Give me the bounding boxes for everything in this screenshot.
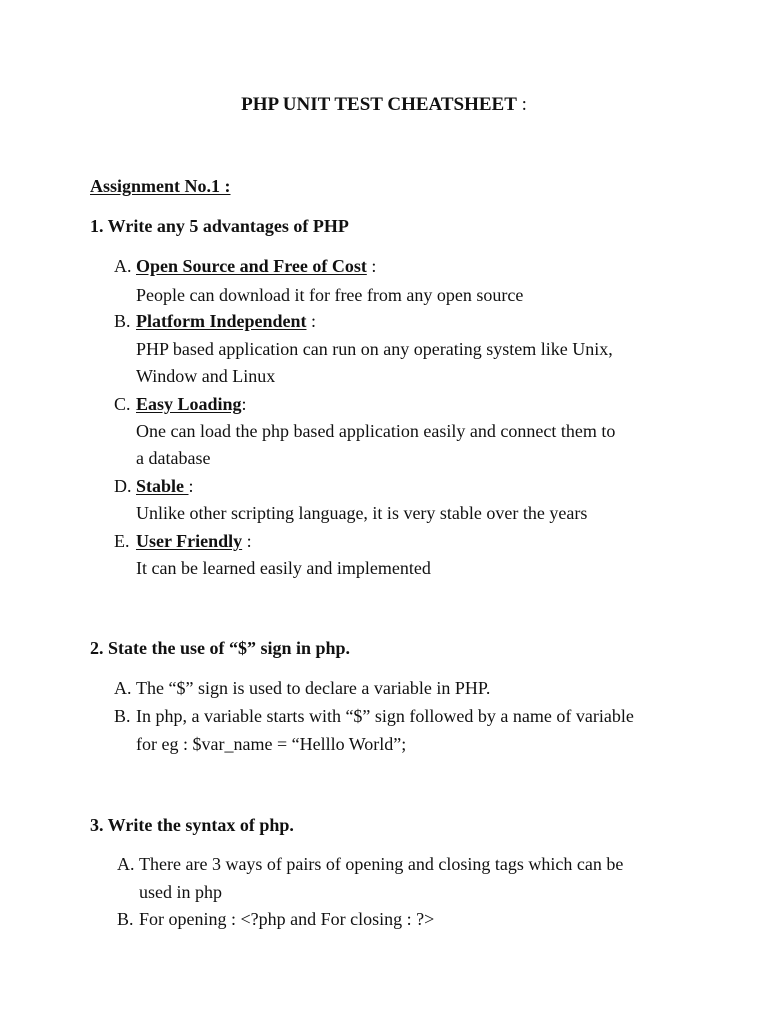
q3-item-a-text-1: There are 3 ways of pairs of opening and closing tags which can be xyxy=(139,854,624,874)
q1-item-b xyxy=(114,311,316,332)
q2-item-b-text-2: for eg : $var_name = “Helllo World”; xyxy=(136,734,407,754)
q2-item-b-letter: B. xyxy=(114,706,131,726)
q1-item-d-desc: Unlike other scripting language, it is very stable over the years xyxy=(136,503,588,523)
q1-item-c-letter: C. xyxy=(114,394,131,414)
q2-item-b-text-1: In php, a variable starts with “$” sign followed by a name of variable xyxy=(136,706,634,726)
assignment-heading: Assignment No.1 : xyxy=(90,176,231,196)
q1-item-e-label: User Friendly xyxy=(136,531,243,551)
q1-item-d xyxy=(114,476,194,497)
q1-item-a-letter: A. xyxy=(114,256,132,276)
q1-item-e-desc: It can be learned easily and implemented xyxy=(136,558,431,578)
q1-item-a xyxy=(114,256,376,277)
q3-item-a-letter: A. xyxy=(117,854,135,874)
q1-item-e-sep: : xyxy=(242,531,252,551)
q3-item-a xyxy=(117,854,623,875)
q2-item-b xyxy=(114,706,634,727)
q1-item-a-desc: People can download it for free from any open source xyxy=(136,285,524,305)
q1-item-b-sep: : xyxy=(306,311,317,331)
q1-item-d-sep: : xyxy=(188,476,194,496)
q3-item-a-text-2: used in php xyxy=(139,882,222,902)
q2-heading: 2. State the use of “$” sign in php. xyxy=(90,638,351,658)
q2-item-a-text: The “$” sign is used to declare a variable in PHP. xyxy=(136,678,491,698)
q1-item-d-letter: D. xyxy=(114,476,132,496)
q2-item-a-letter: A. xyxy=(114,678,132,698)
q3-item-b-letter: B. xyxy=(117,909,134,929)
q1-item-e xyxy=(114,531,252,552)
q3-item-b xyxy=(117,909,434,930)
q1-item-a-sep: : xyxy=(366,256,377,276)
q1-item-c xyxy=(114,394,247,415)
q1-item-e-letter: E. xyxy=(114,531,130,551)
q3-heading: 3. Write the syntax of php. xyxy=(90,815,294,835)
q1-item-a-label: Open Source and Free of Cost xyxy=(136,256,367,276)
q1-item-d-label: Stable xyxy=(136,476,189,496)
q1-item-c-label: Easy Loading xyxy=(136,394,242,414)
q1-item-b-letter: B. xyxy=(114,311,131,331)
q1-item-b-label: Platform Independent xyxy=(136,311,307,331)
q1-item-c-desc-1: One can load the php based application easily and connect them to xyxy=(136,421,616,441)
q1-item-c-desc-2: a database xyxy=(136,448,211,468)
title-suffix: : xyxy=(516,94,527,115)
q1-heading: 1. Write any 5 advantages of PHP xyxy=(90,216,349,236)
q2-item-a xyxy=(114,678,490,699)
title-text: PHP UNIT TEST CHEATSHEET xyxy=(241,94,517,115)
q3-item-b-text: For opening : <?php and For closing : ?> xyxy=(139,909,435,929)
q1-item-b-desc-2: Window and Linux xyxy=(136,366,276,386)
q1-item-b-desc-1: PHP based application can run on any operating system like Unix, xyxy=(136,339,613,359)
q1-item-c-sep: : xyxy=(241,394,247,414)
document-title xyxy=(0,94,768,116)
